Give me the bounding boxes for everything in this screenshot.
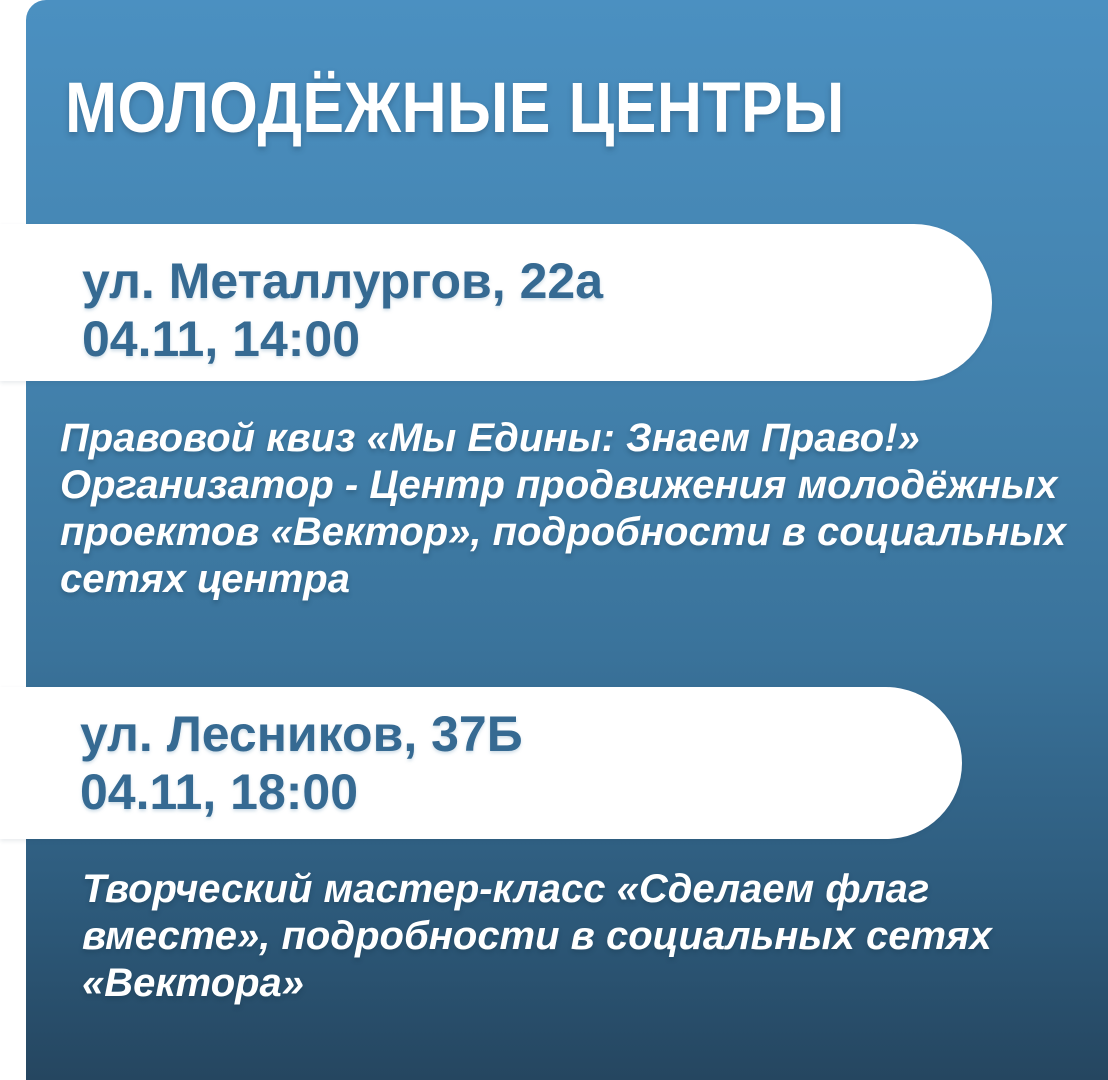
page-title: МОЛОДЁЖНЫЕ ЦЕНТРЫ: [65, 69, 845, 148]
event-1-banner-text: [0, 224, 992, 368]
event-1-description-line: Организатор - Центр продвижения молодёжных: [60, 463, 1058, 507]
event-2-description-line: вместе», подробности в социальных сетях: [82, 914, 992, 958]
event-2-description: [82, 866, 992, 1007]
event-2-datetime: 04.11, 18:00: [80, 764, 359, 820]
left-margin-strip: [0, 0, 26, 1080]
event-1-address: ул. Металлургов, 22а: [82, 253, 603, 309]
event-2-address: ул. Лесников, 37Б: [80, 706, 523, 762]
event-1-datetime: 04.11, 14:00: [82, 311, 361, 367]
event-2-banner-text: [0, 687, 962, 821]
event-1-description: [60, 415, 1066, 603]
event-2-description-line: Творческий мастер-класс «Сделаем флаг: [82, 867, 930, 911]
event-1-description-line: сетях центра: [60, 557, 350, 601]
event-1-description-line: Правовой квиз «Мы Едины: Знаем Право!»: [60, 416, 920, 460]
event-banner-1: [0, 224, 992, 381]
event-1-description-line: проектов «Вектор», подробности в социальных: [60, 510, 1066, 554]
event-banner-2: [0, 687, 962, 839]
event-2-description-line: «Вектора»: [82, 961, 305, 1005]
